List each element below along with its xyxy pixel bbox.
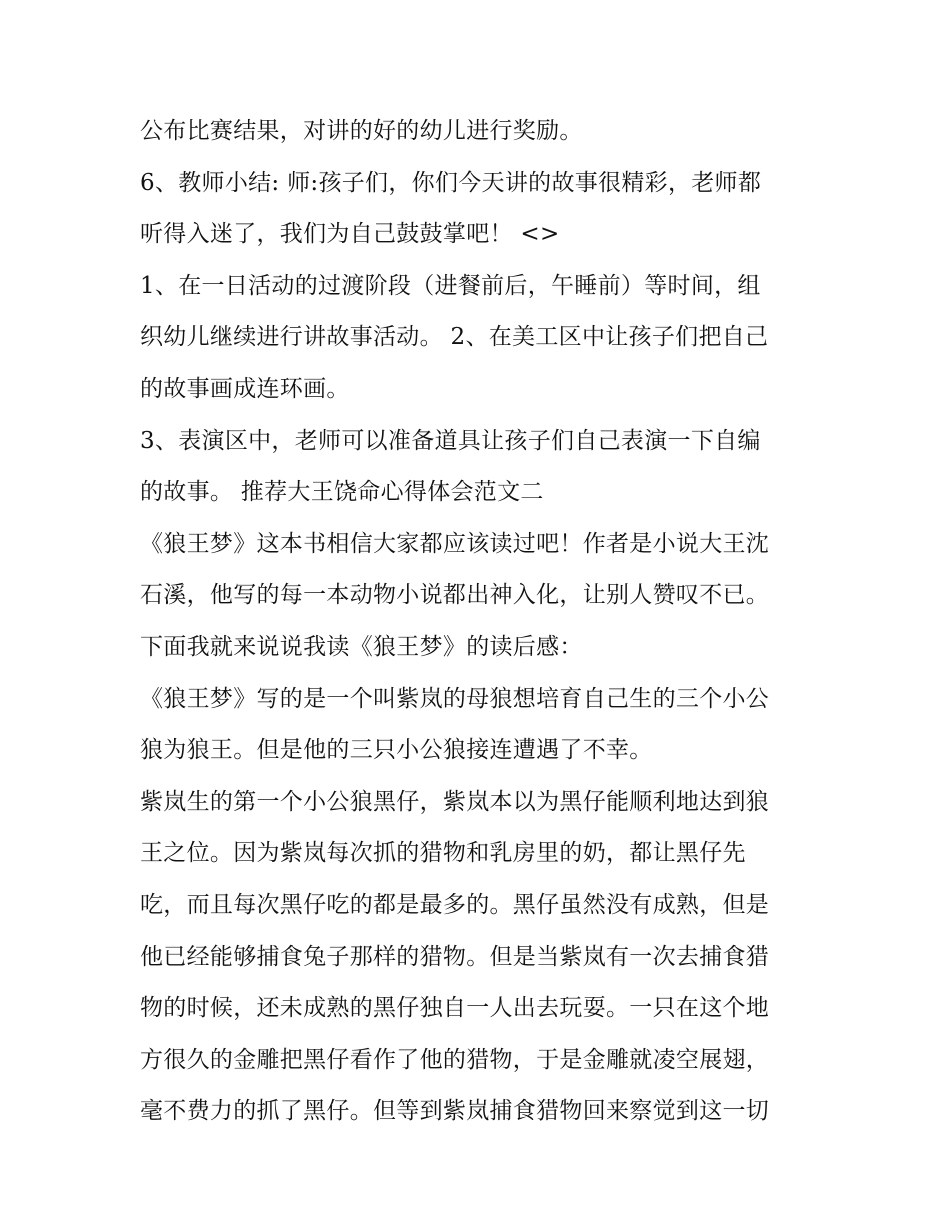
text-line: 6、教师小结: 师:孩子们，你们今天讲的故事很精彩，老师都 xyxy=(140,169,762,196)
text-line: 的故事。 推荐大王饶命心得体会范文二 xyxy=(140,479,544,506)
text-line: 的故事画成连环画。 xyxy=(140,375,350,402)
text-line: 毫不费力的抓了黑仔。但等到紫岚捕食猎物回来察觉到这一切 xyxy=(140,1098,770,1125)
text-line: 织幼儿继续进行讲故事活动。 2、在美工区中让孩子们把自己 xyxy=(140,324,769,351)
text-line: 1、在一日活动的过渡阶段（进餐前后，午睡前）等时间，组 xyxy=(140,272,761,299)
text-line: 3、表演区中，老师可以准备道具让孩子们自己表演一下自编 xyxy=(140,427,761,454)
text-line: 《狼王梦》写的是一个叫紫岚的母狼想培育自己生的三个小公 xyxy=(140,685,770,712)
text-line: 石溪，他写的每一本动物小说都出神入化，让别人赞叹不已。 xyxy=(140,582,770,609)
text-line: 王之位。因为紫岚每次抓的猎物和乳房里的奶，都让黑仔先 xyxy=(140,840,746,867)
text-line: 狼为狼王。但是他的三只小公狼接连遭遇了不幸。 xyxy=(140,737,653,764)
text-line: 紫岚生的第一个小公狼黑仔，紫岚本以为黑仔能顺利地达到狼 xyxy=(140,788,770,815)
text-line: 他已经能够捕食兔子那样的猎物。但是当紫岚有一次去捕食猎 xyxy=(140,943,770,970)
body-text xyxy=(140,106,830,1138)
text-line: 公布比赛结果，对讲的好的幼儿进行奖励。 xyxy=(140,118,583,144)
text-line: 物的时候，还未成熟的黑仔独自一人出去玩耍。一只在这个地 xyxy=(140,995,770,1022)
text-line: 方很久的金雕把黑仔看作了他的猎物，于是金雕就凌空展翅， xyxy=(140,1046,770,1073)
text-line: 《狼王梦》这本书相信大家都应该读过吧！作者是小说大王沈 xyxy=(140,530,770,557)
text-line: 听得入迷了，我们为自己鼓鼓掌吧！ <> xyxy=(140,221,560,248)
text-line: 下面我就来说说我读《狼王梦》的读后感： xyxy=(140,633,583,660)
text-line: 吃，而且每次黑仔吃的都是最多的。黑仔虽然没有成熟，但是 xyxy=(140,891,770,918)
